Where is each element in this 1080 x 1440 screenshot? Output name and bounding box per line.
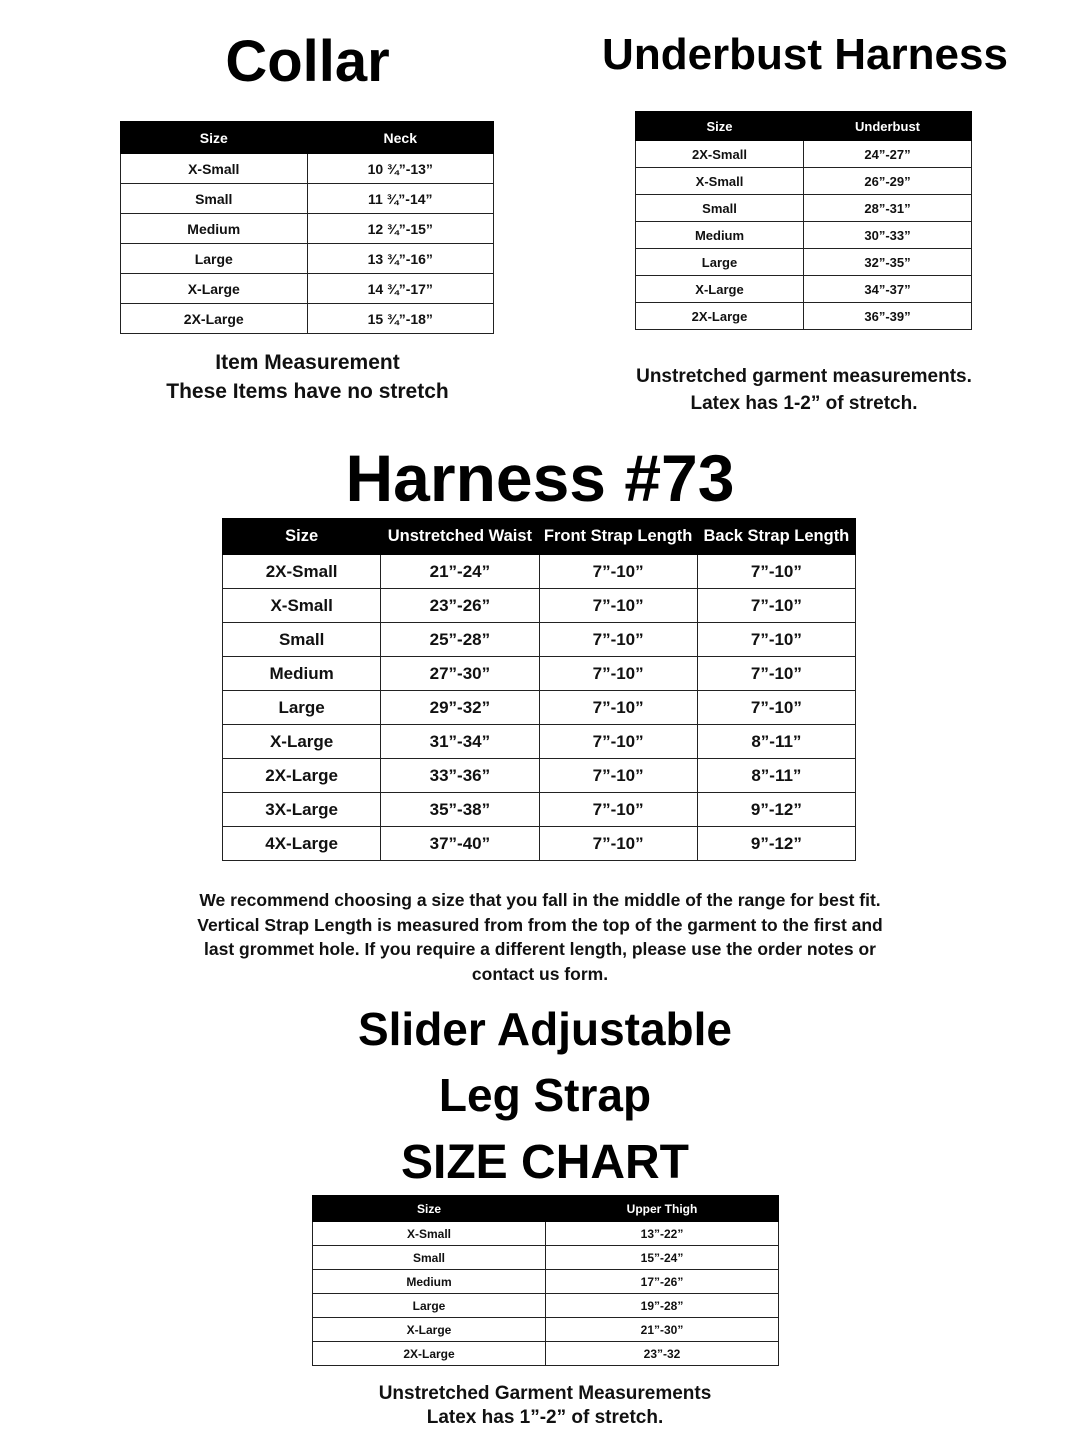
measurement-cell: 8”-11” — [697, 725, 855, 759]
collar-note-line: These Items have no stretch — [166, 380, 449, 403]
table-row — [636, 195, 972, 222]
measurement-cell: 23”-32 — [546, 1342, 779, 1366]
table-row — [313, 1246, 779, 1270]
table-row — [636, 249, 972, 276]
collar-note — [120, 348, 495, 406]
leg-strap-title-line: Leg Strap — [438, 1069, 652, 1121]
measurement-cell: 7”-10” — [539, 725, 697, 759]
table-header-row — [121, 122, 494, 154]
measurement-cell: 10 ¾”-13” — [307, 154, 494, 184]
size-cell: X-Large — [121, 274, 308, 304]
measurement-cell: 19”-28” — [546, 1294, 779, 1318]
column-header: Front Strap Length — [539, 519, 697, 555]
collar-note-line: Item Measurement — [215, 351, 400, 374]
measurement-cell: 34”-37” — [804, 276, 972, 303]
measurement-cell: 17”-26” — [546, 1270, 779, 1294]
column-header: Upper Thigh — [546, 1196, 779, 1222]
underbust-harness-title: Underbust Harness — [602, 30, 1008, 79]
table-row — [121, 214, 494, 244]
size-cell: Medium — [636, 222, 804, 249]
table-row — [223, 623, 856, 657]
column-header: Size — [313, 1196, 546, 1222]
measurement-cell: 8”-11” — [697, 759, 855, 793]
measurement-cell: 7”-10” — [539, 759, 697, 793]
column-header: Size — [223, 519, 381, 555]
harness-73-note-line: contact us form. — [471, 963, 609, 984]
column-header: Size — [636, 112, 804, 141]
harness-73-size-table — [222, 518, 856, 861]
table-row — [121, 184, 494, 214]
table-row — [636, 168, 972, 195]
size-cell: X-Large — [636, 276, 804, 303]
size-cell: Small — [313, 1246, 546, 1270]
measurement-cell: 13 ¾”-16” — [307, 244, 494, 274]
size-cell: 2X-Large — [121, 304, 308, 334]
table-row — [313, 1318, 779, 1342]
measurement-cell: 11 ¾”-14” — [307, 184, 494, 214]
table-row — [121, 154, 494, 184]
measurement-cell: 24”-27” — [804, 141, 972, 168]
column-header: Underbust — [804, 112, 972, 141]
table-row — [313, 1294, 779, 1318]
size-cell: Small — [636, 195, 804, 222]
measurement-cell: 13”-22” — [546, 1222, 779, 1246]
size-cell: X-Large — [223, 725, 381, 759]
table-row — [223, 793, 856, 827]
table-header-row — [636, 112, 972, 141]
underbust-note-line: Unstretched garment measurements. — [636, 366, 972, 387]
size-cell: 2X-Small — [223, 555, 381, 589]
measurement-cell: 9”-12” — [697, 793, 855, 827]
measurement-cell: 7”-10” — [697, 657, 855, 691]
table-row — [223, 759, 856, 793]
table-row — [636, 222, 972, 249]
column-header: Back Strap Length — [697, 519, 855, 555]
table-row — [636, 141, 972, 168]
measurement-cell: 7”-10” — [539, 793, 697, 827]
measurement-cell: 12 ¾”-15” — [307, 214, 494, 244]
size-cell: 3X-Large — [223, 793, 381, 827]
table-row — [636, 276, 972, 303]
size-cell: X-Large — [313, 1318, 546, 1342]
measurement-cell: 23”-26” — [381, 589, 539, 623]
size-cell: 2X-Large — [223, 759, 381, 793]
size-cell: Small — [121, 184, 308, 214]
measurement-cell: 7”-10” — [697, 691, 855, 725]
harness-73-note-line: Vertical Strap Length is measured from from the top of the garment to the first and — [197, 914, 883, 935]
measurement-cell: 7”-10” — [539, 827, 697, 861]
measurement-cell: 32”-35” — [804, 249, 972, 276]
size-cell: Medium — [313, 1270, 546, 1294]
measurement-cell: 15”-24” — [546, 1246, 779, 1270]
table-row — [313, 1222, 779, 1246]
size-cell: Large — [121, 244, 308, 274]
measurement-cell: 36”-39” — [804, 303, 972, 330]
table-row — [223, 691, 856, 725]
harness-73-title: Harness #73 — [345, 441, 735, 515]
underbust-size-table — [635, 111, 972, 330]
size-cell: Large — [313, 1294, 546, 1318]
table-header-row — [313, 1196, 779, 1222]
table-row — [121, 244, 494, 274]
measurement-cell: 7”-10” — [539, 657, 697, 691]
measurement-cell: 21”-24” — [381, 555, 539, 589]
measurement-cell: 26”-29” — [804, 168, 972, 195]
size-cell: Medium — [223, 657, 381, 691]
measurement-cell: 29”-32” — [381, 691, 539, 725]
measurement-cell: 33”-36” — [381, 759, 539, 793]
measurement-cell: 27”-30” — [381, 657, 539, 691]
leg-strap-size-table — [312, 1195, 779, 1366]
table-row — [121, 304, 494, 334]
measurement-cell: 28”-31” — [804, 195, 972, 222]
measurement-cell: 21”-30” — [546, 1318, 779, 1342]
measurement-cell: 14 ¾”-17” — [307, 274, 494, 304]
measurement-cell: 7”-10” — [697, 555, 855, 589]
size-cell: Medium — [121, 214, 308, 244]
size-cell: 2X-Large — [313, 1342, 546, 1366]
size-cell: 4X-Large — [223, 827, 381, 861]
table-row — [223, 657, 856, 691]
size-cell: X-Small — [223, 589, 381, 623]
size-cell: X-Small — [636, 168, 804, 195]
leg-strap-title-line: Slider Adjustable — [357, 1003, 733, 1055]
measurement-cell: 30”-33” — [804, 222, 972, 249]
harness-73-note-line: We recommend choosing a size that you fall in the middle of the range for best fit. — [199, 890, 881, 910]
measurement-cell: 9”-12” — [697, 827, 855, 861]
size-cell: Small — [223, 623, 381, 657]
column-header: Size — [121, 122, 308, 154]
measurement-cell: 15 ¾”-18” — [307, 304, 494, 334]
measurement-cell: 7”-10” — [539, 589, 697, 623]
measurement-cell: 7”-10” — [697, 589, 855, 623]
leg-strap-size-chart-heading: SIZE CHART — [401, 1136, 689, 1189]
table-row — [223, 725, 856, 759]
size-cell: 2X-Large — [636, 303, 804, 330]
table-row — [223, 827, 856, 861]
leg-strap-note — [300, 1382, 790, 1430]
table-row — [636, 303, 972, 330]
measurement-cell: 37”-40” — [381, 827, 539, 861]
collar-size-table — [120, 121, 494, 334]
measurement-cell: 7”-10” — [539, 691, 697, 725]
leg-strap-note-line: Unstretched Garment Measurements — [378, 1383, 712, 1404]
table-header-row — [223, 519, 856, 555]
collar-title: Collar — [225, 29, 390, 94]
leg-strap-note-line: Latex has 1”-2” of stretch. — [426, 1407, 664, 1428]
size-cell: Large — [223, 691, 381, 725]
table-row — [223, 589, 856, 623]
size-cell: Large — [636, 249, 804, 276]
column-header: Unstretched Waist — [381, 519, 539, 555]
measurement-cell: 7”-10” — [539, 623, 697, 657]
table-row — [313, 1270, 779, 1294]
size-cell: X-Small — [313, 1222, 546, 1246]
underbust-note-line: Latex has 1-2” of stretch. — [690, 393, 918, 414]
table-row — [121, 274, 494, 304]
measurement-cell: 35”-38” — [381, 793, 539, 827]
column-header: Neck — [307, 122, 494, 154]
size-cell: X-Small — [121, 154, 308, 184]
measurement-cell: 7”-10” — [539, 555, 697, 589]
table-row — [223, 555, 856, 589]
table-row — [313, 1342, 779, 1366]
harness-73-note — [170, 888, 910, 986]
measurement-cell: 7”-10” — [697, 623, 855, 657]
size-cell: 2X-Small — [636, 141, 804, 168]
harness-73-note-line: last grommet hole. If you require a different length, please use the order notes or — [204, 939, 876, 959]
measurement-cell: 25”-28” — [381, 623, 539, 657]
measurement-cell: 31”-34” — [381, 725, 539, 759]
underbust-note — [600, 363, 1008, 417]
